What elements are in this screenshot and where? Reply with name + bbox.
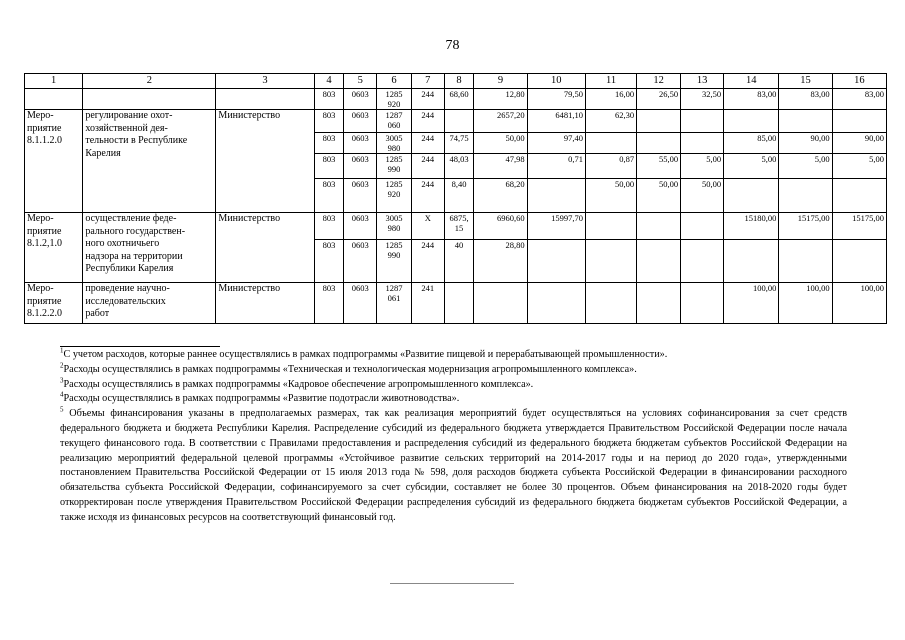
table-cell (637, 240, 681, 283)
table-cell: 48,03 (444, 154, 474, 179)
footnote-mark: 5 (60, 405, 64, 414)
header-cell: 9 (474, 74, 527, 89)
table-cell (681, 240, 724, 283)
table-cell: 16,00 (585, 89, 636, 110)
table-cell: 244 (411, 89, 444, 110)
table-cell: 8,40 (444, 179, 474, 213)
executor-cell: Министерство (216, 213, 314, 283)
table-cell (585, 240, 636, 283)
table-cell: 0603 (344, 133, 377, 154)
footnote (60, 392, 847, 407)
table-cell: 3005 980 (377, 133, 412, 154)
table-cell: 50,00 (681, 179, 724, 213)
table-cell (637, 133, 681, 154)
header-cell: 14 (724, 74, 779, 89)
table-row (25, 110, 887, 133)
table-cell: 803 (314, 154, 344, 179)
table-cell: 2657,20 (474, 110, 527, 133)
table-cell: 1287 061 (377, 283, 412, 324)
header-cell: 6 (377, 74, 412, 89)
event-code-cell: Меро- приятие 8.1.2,1.0 (25, 213, 83, 283)
header-cell: 12 (637, 74, 681, 89)
footnote (60, 363, 847, 378)
table-cell: 32,50 (681, 89, 724, 110)
table-cell: 803 (314, 133, 344, 154)
table-cell: 100,00 (832, 283, 886, 324)
table-cell: 28,80 (474, 240, 527, 283)
table-cell: 85,00 (724, 133, 779, 154)
table-cell: 15997,70 (527, 213, 585, 240)
footnote (60, 407, 847, 525)
table-cell: 40 (444, 240, 474, 283)
header-cell: 3 (216, 74, 314, 89)
event-description-cell: проведение научно- исследовательских работ (83, 283, 216, 324)
table-cell: 3005 980 (377, 213, 412, 240)
table-cell (637, 110, 681, 133)
table-cell: 74,75 (444, 133, 474, 154)
header-cell: 10 (527, 74, 585, 89)
header-cell: 13 (681, 74, 724, 89)
table-cell: 15175,00 (779, 213, 832, 240)
table-cell: 83,00 (724, 89, 779, 110)
table-cell: 83,00 (779, 89, 832, 110)
table-cell (832, 110, 886, 133)
footnote-mark: 2 (60, 361, 64, 370)
table-cell: 12,80 (474, 89, 527, 110)
footnote-text: Объемы финансирования указаны в предполагаемых размерах, так как реализация мероприятий будет осуществляться на условиях софинансирования за счет средств федерального бюджета и бюджета Республики Карелия. Распределение субсидий из федерального бюджета утверждается Правительством Российской Федерации после начала текущего финансового года. В соответствии с Правилами предоставления и распределения субсидий из федерального бюджета бюджетам субъектов Российской Федерации на реализацию мероприятий федеральной целевой программы «Устойчивое развитие сельских территорий на 2014-2017 годы и на период до 2020 года», утвержденными постановлением Правительства Российской Федерации от 15 июля 2013 года № 598, доля расходов бюджета субъекта Российской Федерации в финансировании расходного обязательства субъекта Российской Федерации, софинансируемого за счет субсидии, составляет не более 30 процентов. Объем финансирования на 2018-2020 годы будет откорректирован после утверждения Правительством Российской Федерации распределения субсидий из федерального бюджета бюджетам субъектов Российской Федерации, а также исходя из финансовых ресурсов на соответствующий финансовый год. (60, 408, 848, 523)
table-cell: 100,00 (724, 283, 779, 324)
executor-cell: Министерство (216, 110, 314, 213)
table-cell: 0603 (344, 213, 377, 240)
table-row (25, 89, 887, 110)
table-cell: 803 (314, 110, 344, 133)
event-code-cell: Меро- приятие 8.1.2.2.0 (25, 283, 83, 324)
table-cell: 244 (411, 110, 444, 133)
table-cell (585, 133, 636, 154)
table-cell: 244 (411, 154, 444, 179)
table-cell: 47,98 (474, 154, 527, 179)
table-cell: 803 (314, 240, 344, 283)
table-cell: 68,20 (474, 179, 527, 213)
footnote-list (60, 348, 847, 526)
table-cell: 83,00 (832, 89, 886, 110)
table-cell (724, 240, 779, 283)
table-cell: 6481,10 (527, 110, 585, 133)
footnote-separator (60, 346, 220, 347)
footnote-mark: 3 (60, 376, 64, 385)
event-description-cell: регулирование охот- хозяйственной дея- тельности в Республике Карелия (83, 110, 216, 213)
table-cell (527, 240, 585, 283)
footnote-text: Расходы осуществлялись в рамках подпрограммы «Развитие подотрасли животноводства». (63, 393, 460, 405)
table-row (25, 283, 887, 324)
table-cell: 100,00 (779, 283, 832, 324)
table-cell: 0603 (344, 89, 377, 110)
table-cell: 5,00 (779, 154, 832, 179)
table-cell: 241 (411, 283, 444, 324)
header-cell: 5 (344, 74, 377, 89)
table-cell: 90,00 (832, 133, 886, 154)
table-cell: X (411, 213, 444, 240)
table-cell: 803 (314, 179, 344, 213)
header-cell: 4 (314, 74, 344, 89)
table-cell (681, 110, 724, 133)
footnote-mark: 1 (60, 346, 64, 355)
table-cell: 0,71 (527, 154, 585, 179)
table-cell: 244 (411, 179, 444, 213)
table-cell: 5,00 (681, 154, 724, 179)
table-cell: 6960,60 (474, 213, 527, 240)
table-cell: 0,87 (585, 154, 636, 179)
table-cell: 97,40 (527, 133, 585, 154)
table-cell: 6875, 15 (444, 213, 474, 240)
budget-table (24, 73, 887, 324)
table-cell: 1285 990 (377, 154, 412, 179)
table-cell: 5,00 (724, 154, 779, 179)
table-cell (527, 179, 585, 213)
table-cell: 26,50 (637, 89, 681, 110)
table-cell: 15175,00 (832, 213, 886, 240)
table-cell: 0603 (344, 110, 377, 133)
page-bottom-rule (390, 583, 514, 584)
table-cell: 0603 (344, 240, 377, 283)
table-cell (444, 110, 474, 133)
table-cell: 50,00 (585, 179, 636, 213)
header-cell: 8 (444, 74, 474, 89)
table-cell: 55,00 (637, 154, 681, 179)
table-cell: 79,50 (527, 89, 585, 110)
header-cell: 15 (779, 74, 832, 89)
table-cell: 5,00 (832, 154, 886, 179)
footnote-text: Расходы осуществлялись в рамках подпрограммы «Кадровое обеспечение агропромышленного комплекса». (63, 378, 534, 390)
table-cell (585, 213, 636, 240)
footnote-text: Расходы осуществлялись в рамках подпрограммы «Техническая и технологическая модернизация агропромышленного комплекса». (63, 363, 637, 375)
event-description-cell: осуществление феде- рального государствен- ного охотничьего надзора на территории Республики Карелия (83, 213, 216, 283)
table-cell: 0603 (344, 283, 377, 324)
header-cell: 1 (25, 74, 83, 89)
table-cell: 1285 920 (377, 179, 412, 213)
table-cell (585, 283, 636, 324)
footnote-text: С учетом расходов, которые раннее осуществлялись в рамках подпрограммы «Развитие пищевой и перерабатывающей промышленности». (63, 349, 668, 360)
table-cell: 244 (411, 133, 444, 154)
table-cell (779, 179, 832, 213)
table-cell: 15180,00 (724, 213, 779, 240)
table-cell: 1285 920 (377, 89, 412, 110)
table-cell (779, 240, 832, 283)
table-cell (637, 213, 681, 240)
table-cell: 68,60 (444, 89, 474, 110)
header-cell: 2 (83, 74, 216, 89)
footnotes (60, 346, 847, 526)
table-cell (681, 213, 724, 240)
table-cell: 803 (314, 283, 344, 324)
table-cell (444, 283, 474, 324)
table-header-row (25, 74, 887, 89)
table-row (25, 213, 887, 240)
table-cell: 803 (314, 213, 344, 240)
table-cell: 0603 (344, 179, 377, 213)
table-cell (681, 133, 724, 154)
event-description-cell (83, 89, 216, 110)
table-cell: 1287 060 (377, 110, 412, 133)
table-cell: 50,00 (474, 133, 527, 154)
header-cell: 16 (832, 74, 886, 89)
table-cell (637, 283, 681, 324)
table-cell (832, 179, 886, 213)
header-cell: 7 (411, 74, 444, 89)
executor-cell (216, 89, 314, 110)
table-cell (681, 283, 724, 324)
table-cell: 50,00 (637, 179, 681, 213)
table-cell (724, 110, 779, 133)
table-cell: 1285 990 (377, 240, 412, 283)
table-cell: 244 (411, 240, 444, 283)
header-cell: 11 (585, 74, 636, 89)
table-cell (724, 179, 779, 213)
table-cell: 803 (314, 89, 344, 110)
table-cell (779, 110, 832, 133)
page-number: 78 (445, 38, 460, 53)
table-cell (527, 283, 585, 324)
table-cell: 62,30 (585, 110, 636, 133)
footnote (60, 378, 847, 393)
event-code-cell (25, 89, 83, 110)
table-cell (474, 283, 527, 324)
footnote-mark: 4 (60, 391, 64, 399)
table-cell: 90,00 (779, 133, 832, 154)
event-code-cell: Меро- приятие 8.1.1.2.0 (25, 110, 83, 213)
budget-table-body (25, 74, 887, 324)
executor-cell: Министерство (216, 283, 314, 324)
footnote (60, 348, 847, 363)
table-cell: 0603 (344, 154, 377, 179)
table-cell (832, 240, 886, 283)
